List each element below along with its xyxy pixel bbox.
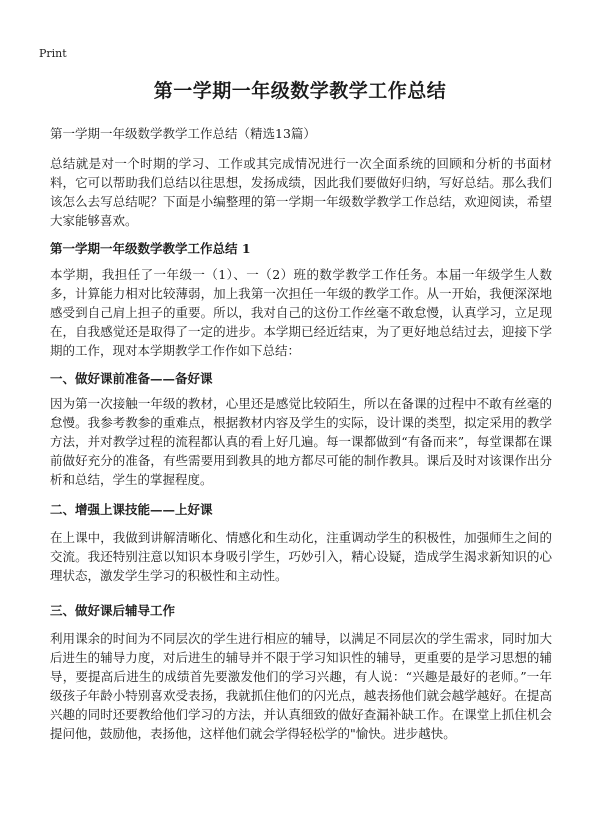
part2-paragraph: 在上课中，我做到讲解清晰化、情感化和生动化，注重调动学生的积极性，加强师生之间的交流。我还特别注意以知识本身吸引学生，巧妙引入，精心设疑，造成学生渴求新知识的心理状态，激发学生学习的积极性和主动性。	[50, 530, 552, 583]
intro-paragraph: 总结就是对一个时期的学习、工作或其完成情况进行一次全面系统的回顾和分析的书面材料，它可以帮助我们总结以往思想，发扬成绩，因此我们要做好归纳，写好总结。那么我们该怎么去写总结呢？下面是小编整理的第一学期一年级数学教学工作总结，欢迎阅读，希望大家能够喜欢。	[50, 156, 552, 228]
section-intro-paragraph: 本学期，我担任了一年级一（1）、一（2）班的数学教学工作任务。本届一年级学生人数多，计算能力相对比较薄弱，加上我第一次担任一年级的教学工作。从一开始，我便深深地感受到自己肩上担子的重要。所以，我对自己的这份工作丝毫不敢怠慢，认真学习，立足现在，自我感觉还是取得了一定的进步。本学期已经近结束，为了更好地总结过去，迎接下学期的工作，现对本学期教学工作作如下总结：	[50, 267, 552, 358]
section-heading: 第一学期一年级数学教学工作总结 1	[50, 241, 251, 256]
part1-paragraph: 因为第一次接触一年级的教材，心里还是感觉比较陌生，所以在备课的过程中不敢有丝毫的怠慢。我参考教参的重难点，根据教材内容及学生的实际，设计课的类型，拟定采用的教学方法，并对教学过程的流程都认真的看上好几遍。每一课都做到“有备而来”，每堂课都在课前做好充分的准备，有些需要用到教具的地方都尽可能的制作教具。课后及时对该课作出分析和总结，学生的掌握程度。	[50, 396, 552, 487]
part3-paragraph: 利用课余的时间为不同层次的学生进行相应的辅导，以满足不同层次的学生需求，同时加大后进生的辅导力度，对后进生的辅导并不限于学习知识性的辅导，更重要的是学习思想的辅导，要提高后进生的成绩首先要激发他们的学习兴趣，有人说：“兴趣是最好的老师。”一年级孩子年龄小特别喜欢受表扬，我就抓住他们的闪光点，越表扬他们就会越学越好。在提高兴趣的同时还要教给他们学习的方法，并认真细致的做好查漏补缺工作。在课堂上抓住机会提问他，鼓励他，表扬他，这样他们就会学得轻松学的"愉快。进步越快。	[50, 631, 552, 741]
page-title: 第一学期一年级数学教学工作总结	[153, 80, 447, 102]
part1-heading: 一、做好课前准备——备好课	[50, 371, 213, 386]
print-link[interactable]: Print	[39, 47, 67, 60]
part3-heading: 三、做好课后辅导工作	[50, 603, 176, 618]
part2-heading: 二、增强上课技能——上好课	[50, 502, 213, 517]
article-subtitle: 第一学期一年级数学教学工作总结（精选13篇）	[50, 126, 316, 141]
